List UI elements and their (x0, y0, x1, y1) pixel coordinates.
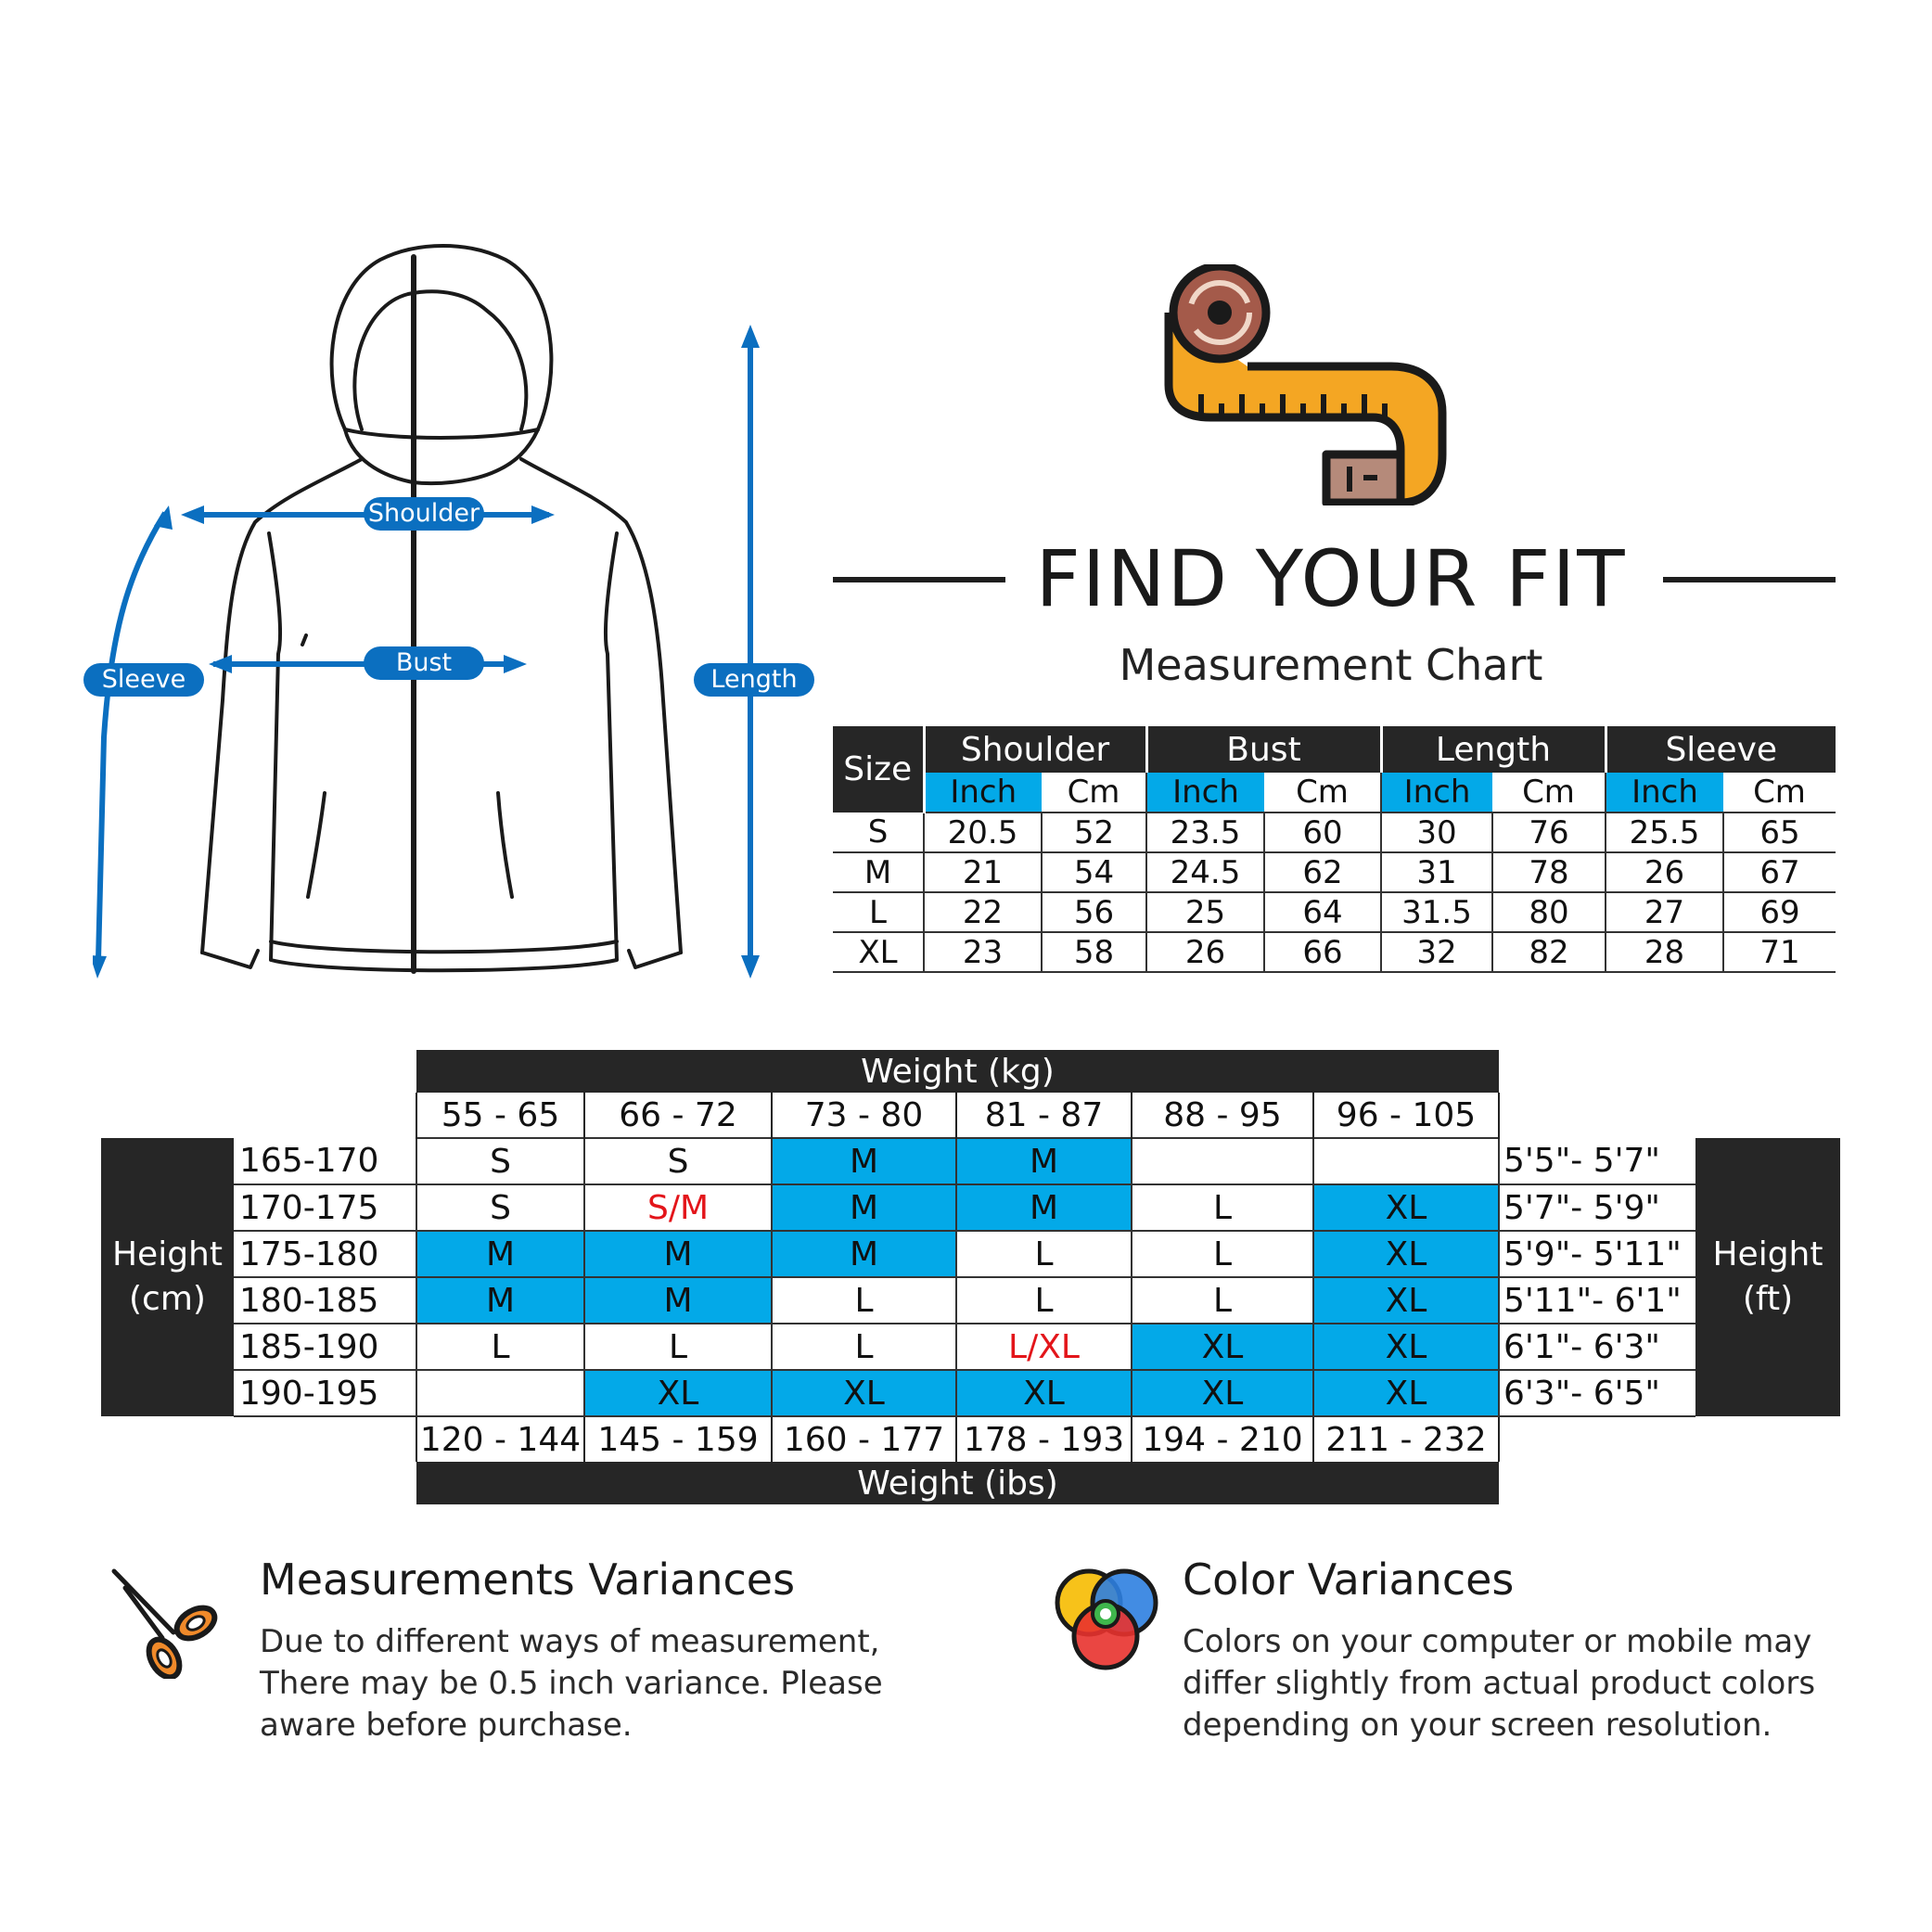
measurement-cell: 67 (1723, 852, 1836, 892)
height-ft-label: Height (ft) (1695, 1138, 1840, 1416)
bust-label: Bust (364, 646, 484, 680)
weight-lbs-cell: 194 - 210 (1132, 1416, 1313, 1462)
weight-lbs-cell: 145 - 159 (584, 1416, 772, 1462)
weight-lbs-cell: 178 - 193 (956, 1416, 1132, 1462)
size-cell: XL (1313, 1277, 1499, 1324)
size-header: Size (833, 726, 924, 812)
size-cell: XL (584, 1370, 772, 1416)
size-chart-row (101, 1184, 1840, 1231)
measurement-cell: 26 (1606, 852, 1723, 892)
weight-lbs-cell: 211 - 232 (1313, 1416, 1499, 1462)
measurement-cell: 82 (1492, 932, 1606, 972)
size-chart-row (101, 1277, 1840, 1324)
size-cell: S/M (584, 1184, 772, 1231)
weight-kg-cell: 73 - 80 (772, 1093, 956, 1138)
size-cell: M (584, 1231, 772, 1277)
sleeve-label: Sleeve (83, 663, 204, 697)
measurement-cell: 76 (1492, 812, 1606, 852)
size-cell: S (416, 1184, 584, 1231)
height-cm-cell: 185-190 (234, 1324, 416, 1370)
size-cell: M (416, 1231, 584, 1277)
size-cell: L (772, 1277, 956, 1324)
measurement-cell: 69 (1723, 892, 1836, 932)
size-cell: XL (833, 932, 924, 972)
measurement-cell: 32 (1381, 932, 1492, 972)
measurement-note-line: Due to different ways of measurement, (260, 1623, 880, 1660)
size-cell: L/XL (956, 1324, 1132, 1370)
title-rule-right (1663, 577, 1836, 582)
height-ft-cell: 6'3"- 6'5" (1499, 1370, 1695, 1416)
measurement-cell: 65 (1723, 812, 1836, 852)
measurement-row (833, 852, 1836, 892)
measurement-cell: 66 (1264, 932, 1381, 972)
measurement-row (833, 892, 1836, 932)
weight-kg-cell: 55 - 65 (416, 1093, 584, 1138)
group-header-length: Length (1381, 726, 1606, 773)
color-wheel-icon (1050, 1566, 1161, 1677)
weight-kg-header: Weight (kg) (416, 1050, 1499, 1093)
height-cm-cell: 175-180 (234, 1231, 416, 1277)
measurement-cell: 25 (1146, 892, 1264, 932)
height-ft-cell: 5'7"- 5'9" (1499, 1184, 1695, 1231)
size-cell: L (1132, 1184, 1313, 1231)
measurement-cell: 21 (924, 852, 1042, 892)
size-cell (416, 1370, 584, 1416)
size-cell: L (584, 1324, 772, 1370)
measurement-row (833, 932, 1836, 972)
size-cell: S (584, 1138, 772, 1184)
color-note-line: depending on your screen resolution. (1183, 1707, 1772, 1744)
measurement-cell: 62 (1264, 852, 1381, 892)
weight-kg-row (101, 1093, 1840, 1138)
size-cell: XL (956, 1370, 1132, 1416)
measurement-cell: 58 (1042, 932, 1146, 972)
size-cell: XL (1313, 1184, 1499, 1231)
size-cell: L (416, 1324, 584, 1370)
measurement-cell: 56 (1042, 892, 1146, 932)
measurement-cell: 52 (1042, 812, 1146, 852)
measurement-cell: 24.5 (1146, 852, 1264, 892)
size-cell: M (772, 1138, 956, 1184)
measurement-cell: 60 (1264, 812, 1381, 852)
measurement-note-line: There may be 0.5 inch variance. Please (260, 1665, 883, 1702)
size-cell: M (416, 1277, 584, 1324)
jacket-diagram (93, 237, 835, 1006)
title-rule-left (833, 577, 1005, 582)
measurement-cell: 78 (1492, 852, 1606, 892)
size-cell: L (1132, 1231, 1313, 1277)
color-note-line: Colors on your computer or mobile may (1183, 1623, 1812, 1660)
unit-cm: Cm (1042, 773, 1146, 812)
unit-inch: Inch (1146, 773, 1264, 812)
page-subtitle: Measurement Chart (1119, 640, 1543, 690)
size-cell: XL (1132, 1324, 1313, 1370)
hoodie-outline-icon (93, 237, 835, 1006)
height-ft-cell: 5'5"- 5'7" (1499, 1138, 1695, 1184)
measurement-cell: 80 (1492, 892, 1606, 932)
weight-lbs-cell: 120 - 144 (416, 1416, 584, 1462)
size-chart-row (101, 1138, 1840, 1184)
measurement-rows (833, 812, 1836, 972)
size-cell (1313, 1138, 1499, 1184)
size-chart (101, 1050, 1840, 1504)
weight-lbs-row (101, 1416, 1840, 1462)
measurement-cell: 20.5 (924, 812, 1042, 852)
measurement-cell: 54 (1042, 852, 1146, 892)
measurement-cell: 31 (1381, 852, 1492, 892)
measurement-cell: 27 (1606, 892, 1723, 932)
weight-kg-cell: 96 - 105 (1313, 1093, 1499, 1138)
size-cell: M (584, 1277, 772, 1324)
measuring-tape-icon (1164, 264, 1452, 505)
unit-inch: Inch (1606, 773, 1723, 812)
shoulder-label: Shoulder (364, 497, 484, 531)
size-cell: L (772, 1324, 956, 1370)
measurement-cell: 64 (1264, 892, 1381, 932)
measurement-note-line: aware before purchase. (260, 1707, 633, 1744)
size-cell: L (833, 892, 924, 932)
size-cell: XL (1313, 1231, 1499, 1277)
size-cell: M (833, 852, 924, 892)
size-cell: S (416, 1138, 584, 1184)
measurement-table (833, 726, 1836, 973)
size-chart-row (101, 1324, 1840, 1370)
measurement-variances-body (260, 1621, 883, 1746)
weight-lbs-cell: 160 - 177 (772, 1416, 956, 1462)
measurement-cell: 22 (924, 892, 1042, 932)
height-ft-cell: 5'11"- 6'1" (1499, 1277, 1695, 1324)
measurement-variances-title: Measurements Variances (260, 1555, 796, 1605)
group-header-sleeve: Sleeve (1606, 726, 1836, 773)
height-cm-label: Height (cm) (101, 1138, 234, 1416)
size-chart-row (101, 1231, 1840, 1277)
color-note-line: differ slightly from actual product colors (1183, 1665, 1816, 1702)
size-cell: L (1132, 1277, 1313, 1324)
weight-kg-cell: 66 - 72 (584, 1093, 772, 1138)
measurement-cell: 23.5 (1146, 812, 1264, 852)
size-cell: L (956, 1277, 1132, 1324)
weight-lbs-header: Weight (ibs) (416, 1462, 1499, 1504)
page-title: FIND YOUR FIT (1035, 533, 1627, 624)
weight-kg-cell: 81 - 87 (956, 1093, 1132, 1138)
measurement-cell: 31.5 (1381, 892, 1492, 932)
size-cell: M (956, 1138, 1132, 1184)
height-cm-cell: 165-170 (234, 1138, 416, 1184)
size-chart-row (101, 1370, 1840, 1416)
size-cell: L (956, 1231, 1132, 1277)
size-cell: M (772, 1184, 956, 1231)
scissors-icon (107, 1567, 223, 1679)
height-cm-cell: 180-185 (234, 1277, 416, 1324)
height-cm-cell: 170-175 (234, 1184, 416, 1231)
measurement-cell: 30 (1381, 812, 1492, 852)
color-variances-body (1183, 1621, 1815, 1746)
size-cell: M (956, 1184, 1132, 1231)
height-cm-cell: 190-195 (234, 1370, 416, 1416)
size-cell: XL (1313, 1370, 1499, 1416)
measurement-row (833, 812, 1836, 852)
group-header-bust: Bust (1146, 726, 1381, 773)
unit-cm: Cm (1492, 773, 1606, 812)
weight-kg-cell: 88 - 95 (1132, 1093, 1313, 1138)
height-ft-cell: 6'1"- 6'3" (1499, 1324, 1695, 1370)
size-cell: XL (772, 1370, 956, 1416)
unit-inch: Inch (1381, 773, 1492, 812)
measurement-cell: 71 (1723, 932, 1836, 972)
size-cell: XL (1132, 1370, 1313, 1416)
unit-cm: Cm (1723, 773, 1836, 812)
measurement-cell: 26 (1146, 932, 1264, 972)
measurement-cell: 25.5 (1606, 812, 1723, 852)
height-ft-cell: 5'9"- 5'11" (1499, 1231, 1695, 1277)
group-header-shoulder: Shoulder (924, 726, 1146, 773)
size-cell (1132, 1138, 1313, 1184)
unit-inch: Inch (924, 773, 1042, 812)
size-cell: XL (1313, 1324, 1499, 1370)
size-cell: M (772, 1231, 956, 1277)
length-label: Length (694, 663, 814, 697)
measurement-cell: 28 (1606, 932, 1723, 972)
size-cell: S (833, 812, 924, 852)
color-variances-title: Color Variances (1183, 1555, 1515, 1605)
measurement-cell: 23 (924, 932, 1042, 972)
size-chart-rows (101, 1138, 1840, 1416)
unit-cm: Cm (1264, 773, 1381, 812)
